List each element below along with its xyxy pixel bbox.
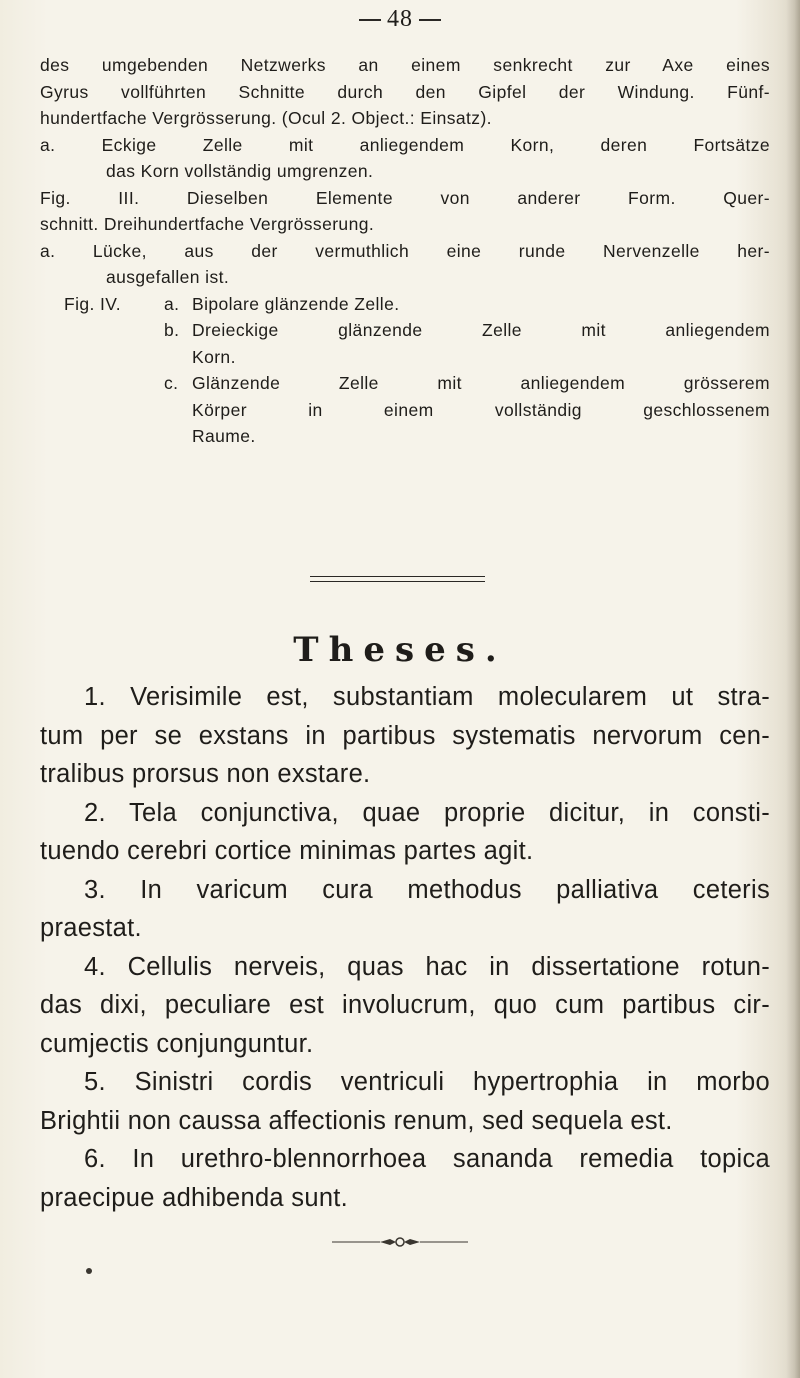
header-dash-left <box>359 19 381 21</box>
page-edge-shadow <box>786 0 800 1378</box>
thesis-line: praecipue adhibenda sunt. <box>40 1183 349 1212</box>
fig4-text: Glänzende Zelle mit anliegendem grösserem <box>192 373 770 393</box>
item-a-line: a. Eckige Zelle mit anliegendem Korn, deren Fortsätze <box>40 134 770 155</box>
fig4-text: Korn. <box>192 346 236 367</box>
fig4-text: Dreieckige glänzende Zelle mit anliegendem <box>192 320 770 340</box>
thesis-line: Brightii non caussa affectionis renum, sed sequela est. <box>40 1106 673 1135</box>
page-number: 48 <box>387 6 413 32</box>
ornament-icon <box>330 1234 470 1250</box>
fig4-item-cont <box>164 344 770 371</box>
thesis-line: tralibus prorsus non exstare. <box>40 760 371 788</box>
fig4-row <box>64 291 770 318</box>
fig3-line: Fig. III. Dieselben Elemente von anderer Form. Quer- <box>40 187 770 208</box>
thesis-line: cumjectis conjunguntur. <box>40 1029 314 1058</box>
theses-list <box>40 678 770 1217</box>
fig3-line: schnitt. Dreihundertfache Vergrösserung. <box>40 214 375 234</box>
thesis-line: 6. In urethro-blennorrhoea sananda remedia topica <box>84 1145 770 1173</box>
thesis-line: das dixi, peculiare est involucrum, quo cum partibus cir- <box>40 991 770 1019</box>
fig4-item-cont <box>164 397 770 424</box>
divider-rule <box>310 581 485 582</box>
fig4-item-cont <box>164 423 770 450</box>
fig4-block <box>64 291 770 450</box>
item-a-line: das Korn vollständig umgrenzen. <box>106 161 374 181</box>
item-a-line: a. Lücke, aus der vermuthlich eine runde Nervenzelle her- <box>40 240 770 261</box>
figure-descriptions <box>40 52 770 450</box>
fig4-text: Bipolare glänzende Zelle. <box>192 293 400 314</box>
intro-line: Gyrus vollführten Schnitte durch den Gipfel der Windung. Fünf- <box>40 81 770 102</box>
divider-rule <box>310 576 485 577</box>
fig4-text: Körper in einem vollständig geschlossenem <box>192 399 770 420</box>
fig4-item <box>164 317 770 344</box>
thesis-line: 3. In varicum cura methodus palliativa ceteris <box>84 875 770 904</box>
thesis-line: 2. Tela conjunctiva, quae proprie dicitur, in consti- <box>84 798 770 827</box>
thesis-line: 4. Cellulis nerveis, quas hac in dissertatione rotun- <box>84 952 770 981</box>
fig4-item <box>164 291 770 318</box>
thesis-line: praestat. <box>40 914 142 942</box>
thesis-line: tum per se exstans in partibus systematis nervorum cen- <box>40 721 770 750</box>
intro-line: des umgebenden Netzwerks an einem senkrecht zur Axe eines <box>40 55 770 75</box>
fig4-item <box>164 370 770 397</box>
header-dash-right <box>419 19 441 21</box>
intro-line: hundertfache Vergrösserung. (Ocul 2. Object.: Einsatz). <box>40 108 492 128</box>
thesis-line: 5. Sinistri cordis ventriculi hypertrophia in morbo <box>84 1068 770 1096</box>
item-a-line: ausgefallen ist. <box>106 267 230 287</box>
page-header <box>0 6 800 33</box>
fig4-letter: b. <box>164 320 180 340</box>
fig4-label: Fig. IV. <box>64 293 122 314</box>
theses-heading: Theses. <box>293 630 507 670</box>
fig4-letter: c. <box>164 373 179 393</box>
fig4-text: Raume. <box>192 426 256 446</box>
thesis-line: 1. Verisimile est, substantiam molecularem ut stra- <box>84 683 770 711</box>
fig4-letter: a. <box>164 293 180 314</box>
thesis-line: tuendo cerebri cortice minimas partes agit. <box>40 837 534 865</box>
ink-speck <box>86 1268 92 1274</box>
